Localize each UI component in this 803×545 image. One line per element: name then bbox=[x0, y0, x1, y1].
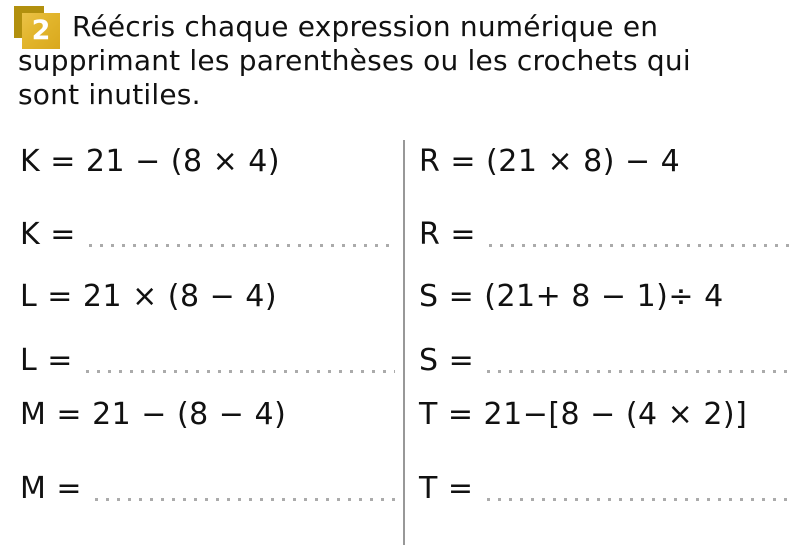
instruction-text bbox=[18, 10, 788, 112]
expression-R: R = (21 × 8) − 4 bbox=[419, 144, 681, 179]
expression-S: S = (21+ 8 − 1)÷ 4 bbox=[419, 279, 724, 314]
answer-row-M bbox=[20, 472, 395, 506]
answer-row-S bbox=[419, 344, 795, 378]
answer-prefix-T: T = bbox=[419, 471, 474, 506]
expression-K: K = 21 − (8 × 4) bbox=[20, 144, 281, 179]
answer-prefix-K: K = bbox=[20, 217, 76, 252]
right-column bbox=[403, 140, 803, 545]
instruction-line-3: sont inutiles. bbox=[18, 78, 201, 111]
instruction-line-2: supprimant les parenthèses ou les crochets qui bbox=[18, 44, 691, 77]
expression-T: T = 21−[8 − (4 × 2)] bbox=[419, 397, 748, 432]
exercise-body bbox=[0, 140, 803, 545]
instruction-line-1: Réécris chaque expression numérique en bbox=[72, 10, 659, 43]
answer-prefix-S: S = bbox=[419, 343, 475, 378]
answer-prefix-M: M = bbox=[20, 471, 83, 506]
answer-row-K bbox=[20, 218, 395, 252]
answer-row-R bbox=[419, 218, 795, 252]
answer-row-L bbox=[20, 344, 395, 378]
answer-dotted-line-S bbox=[487, 370, 795, 373]
answer-dotted-line-R bbox=[489, 244, 795, 247]
badge-number: 2 bbox=[22, 13, 60, 49]
expression-M: M = 21 − (8 − 4) bbox=[20, 397, 287, 432]
answer-dotted-line-L bbox=[86, 370, 395, 373]
answer-prefix-L: L = bbox=[20, 343, 73, 378]
answer-dotted-line-T bbox=[487, 498, 796, 501]
left-column bbox=[0, 140, 403, 545]
answer-row-T bbox=[419, 472, 795, 506]
answer-dotted-line-K bbox=[89, 244, 395, 247]
answer-dotted-line-M bbox=[95, 498, 395, 501]
expression-L: L = 21 × (8 − 4) bbox=[20, 279, 278, 314]
answer-prefix-R: R = bbox=[419, 217, 477, 252]
